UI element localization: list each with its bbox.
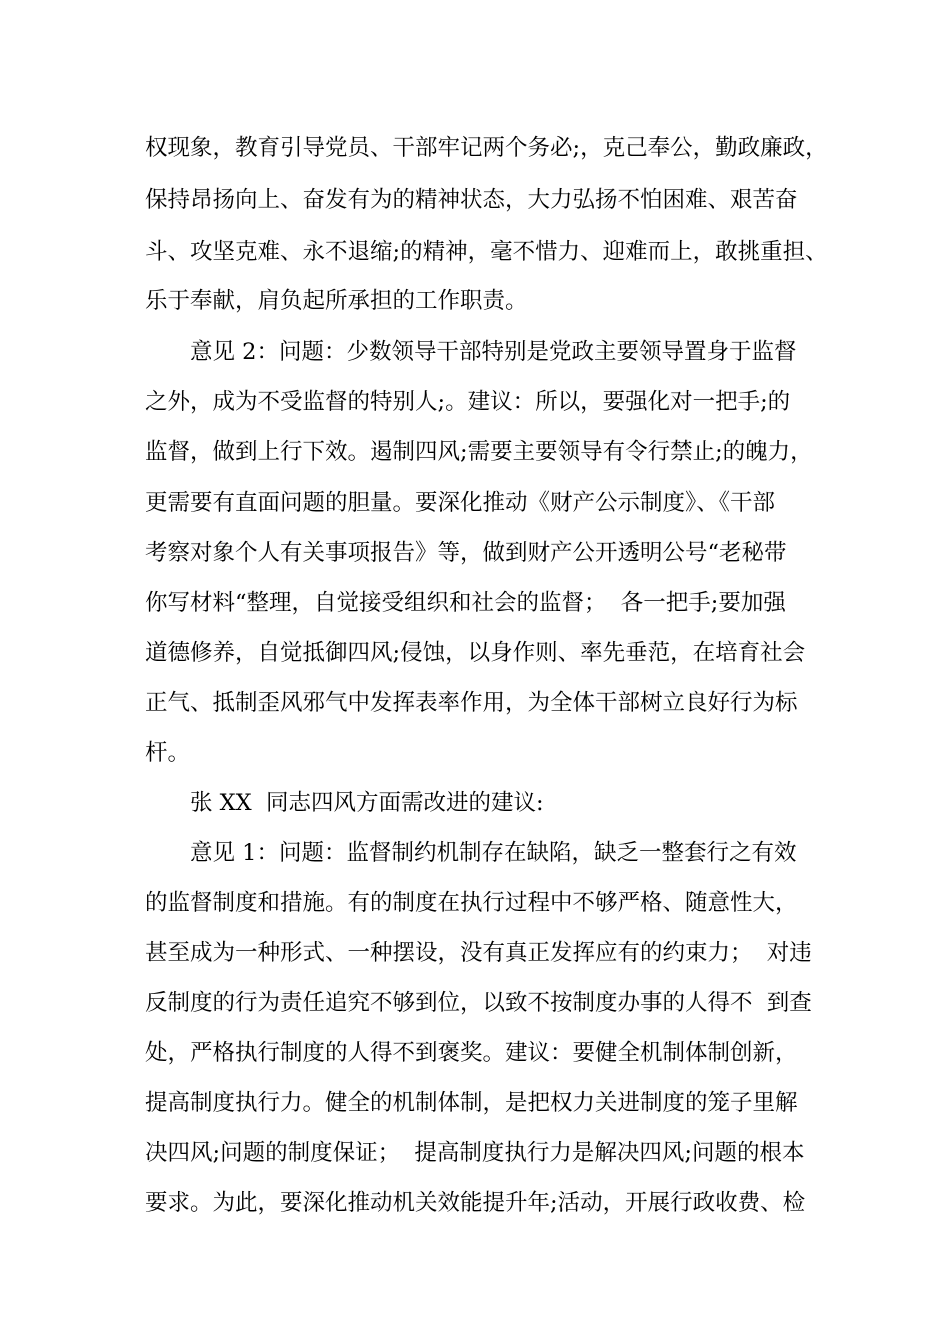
- paragraph-start-line: 意见 2：问题：少数领导干部特别是党政主要领导置身于监督: [190, 339, 797, 365]
- text-line: 你写材料“整理，自觉接受组织和社会的监督； 各一把手;要加强: [145, 590, 786, 616]
- text-line: 反制度的行为责任追究不够到位，以致不按制度办事的人得不 到查: [145, 990, 812, 1016]
- text-line: 斗、攻坚克难、永不退缩;的精神，毫不惜力、迎难而上，敢挑重担、: [145, 239, 828, 265]
- text-line: 决四风;问题的制度保证； 提高制度执行力是解决四风;问题的根本: [145, 1140, 805, 1166]
- text-line: 处，严格执行制度的人得不到褒奖。建议：要健全机制体制创新，: [145, 1040, 798, 1066]
- text-line: 权现象，教育引导党员、干部牢记两个务必;，克己奉公，勤政廉政，: [145, 135, 828, 161]
- text-line: 甚至成为一种形式、一种摆设，没有真正发挥应有的约束力； 对违: [145, 940, 812, 966]
- text-line: 乐于奉献，肩负起所承担的工作职责。: [145, 288, 528, 314]
- text-line: 之外，成为不受监督的特别人;。建议：所以，要强化对一把手;的: [145, 389, 791, 415]
- text-line: 正气、抵制歪风邪气中发挥表率作用，为全体干部树立良好行为标: [145, 690, 798, 716]
- text-line: 要求。为此，要深化推动机关效能提升年;活动，开展行政收费、检: [145, 1190, 806, 1216]
- text-line: 保持昂扬向上、奋发有为的精神状态，大力弘扬不怕困难、艰苦奋: [145, 187, 798, 213]
- text-line: 道德修养，自觉抵御四风;侵蚀，以身作则、率先垂范，在培育社会: [145, 640, 806, 666]
- text-line: 监督，做到上行下效。遏制四风;需要主要领导有令行禁止;的魄力，: [145, 439, 813, 465]
- text-line: 的监督制度和措施。有的制度在执行过程中不够严格、随意性大，: [145, 890, 798, 916]
- text-line: 更需要有直面问题的胆量。要深化推动《财产公示制度》、《干部: [145, 490, 776, 516]
- text-line: 提高制度执行力。健全的机制体制，是把权力关进制度的笼子里解: [145, 1090, 798, 1116]
- paragraph-start-line: 意见 1：问题：监督制约机制存在缺陷，缺乏一整套行之有效: [190, 840, 797, 866]
- text-line: 杆。: [145, 740, 191, 766]
- text-line: 考察对象个人有关事项报告》等，做到财产公开透明公号“老秘带: [145, 540, 787, 566]
- section-heading: 张 XX 同志四风方面需改进的建议:: [190, 790, 544, 816]
